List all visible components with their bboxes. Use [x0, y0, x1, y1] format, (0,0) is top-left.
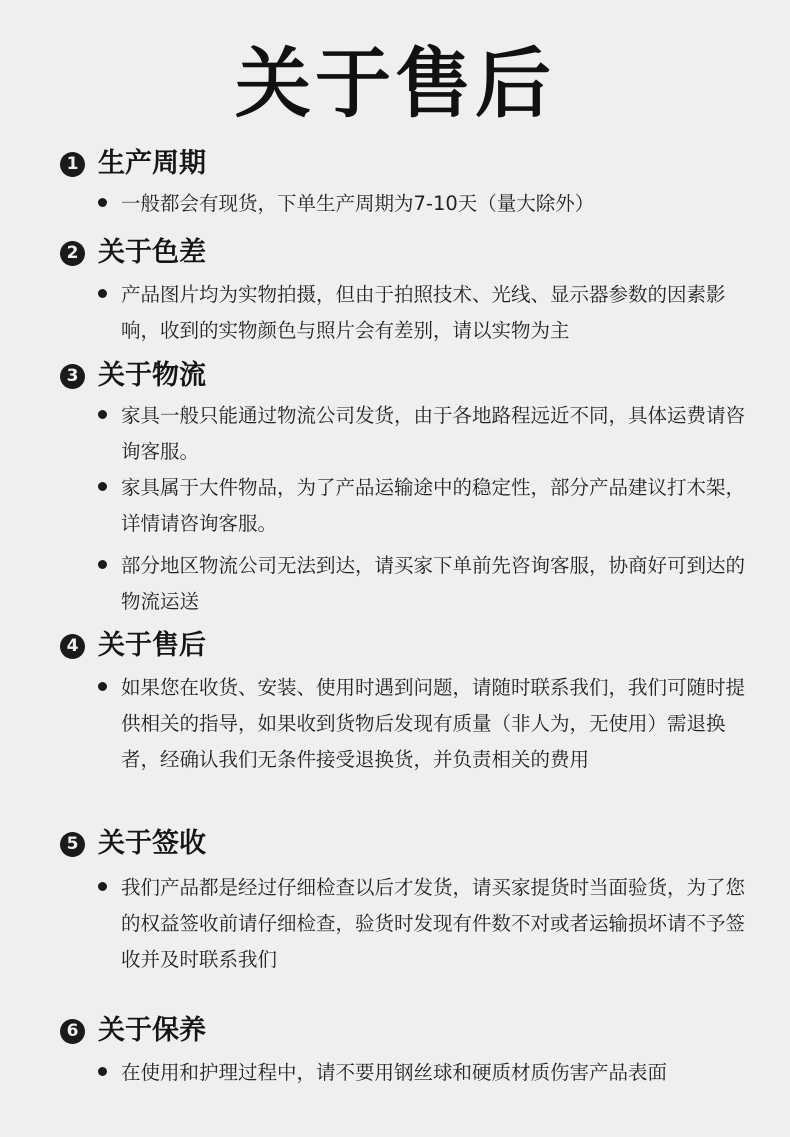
page-title: 关于售后	[235, 39, 555, 128]
bullet-icon	[98, 198, 107, 207]
bullet-icon	[98, 410, 107, 419]
bullet-icon	[98, 289, 107, 298]
section-number-badge: 3	[60, 364, 85, 389]
section-title: 关于色差	[98, 237, 206, 268]
section-number-badge: 6	[60, 1019, 85, 1044]
section-number-badge: 1	[60, 152, 85, 177]
section-title: 关于保养	[98, 1015, 206, 1046]
section-number-badge: 4	[60, 634, 85, 659]
bullet-icon	[98, 882, 107, 891]
section-number-badge: 2	[60, 241, 85, 266]
section-title: 关于签收	[98, 828, 206, 859]
section-number-badge: 5	[60, 832, 85, 857]
list-item-text: 如果您在收货、安装、使用时遇到问题，请随时联系我们，我们可随时提供相关的指导，如果收到货物后发现有质量（非人为，无使用）需退换者，经确认我们无条件接受退换货，并负责相关的费用	[121, 676, 746, 771]
section-title: 关于售后	[98, 630, 206, 661]
list-item-text: 部分地区物流公司无法到达，请买家下单前先咨询客服，协商好可到达的物流运送	[121, 554, 746, 613]
list-item-text: 家具属于大件物品，为了产品运输途中的稳定性，部分产品建议打木架，详情请咨询客服。	[121, 476, 746, 535]
bullet-icon	[98, 482, 107, 491]
list-item-text: 在使用和护理过程中，请不要用钢丝球和硬质材质伤害产品表面	[121, 1061, 668, 1084]
bullet-icon	[98, 682, 107, 691]
list-item-text: 一般都会有现货，下单生产周期为7-10天（量大除外）	[121, 192, 595, 215]
bullet-icon	[98, 1067, 107, 1076]
list-item-text: 我们产品都是经过仔细检查以后才发货，请买家提货时当面验货，为了您的权益签收前请仔细检查，验货时发现有件数不对或者运输损坏请不予签收并及时联系我们	[121, 876, 746, 971]
bullet-icon	[98, 560, 107, 569]
section-title: 生产周期	[98, 148, 206, 179]
list-item-text: 产品图片均为实物拍摄，但由于拍照技术、光线、显示器参数的因素影响，收到的实物颜色与照片会有差别，请以实物为主	[121, 283, 726, 342]
list-item-text: 家具一般只能通过物流公司发货，由于各地路程远近不同，具体运费请咨询客服。	[121, 404, 746, 463]
section-title: 关于物流	[98, 360, 206, 391]
